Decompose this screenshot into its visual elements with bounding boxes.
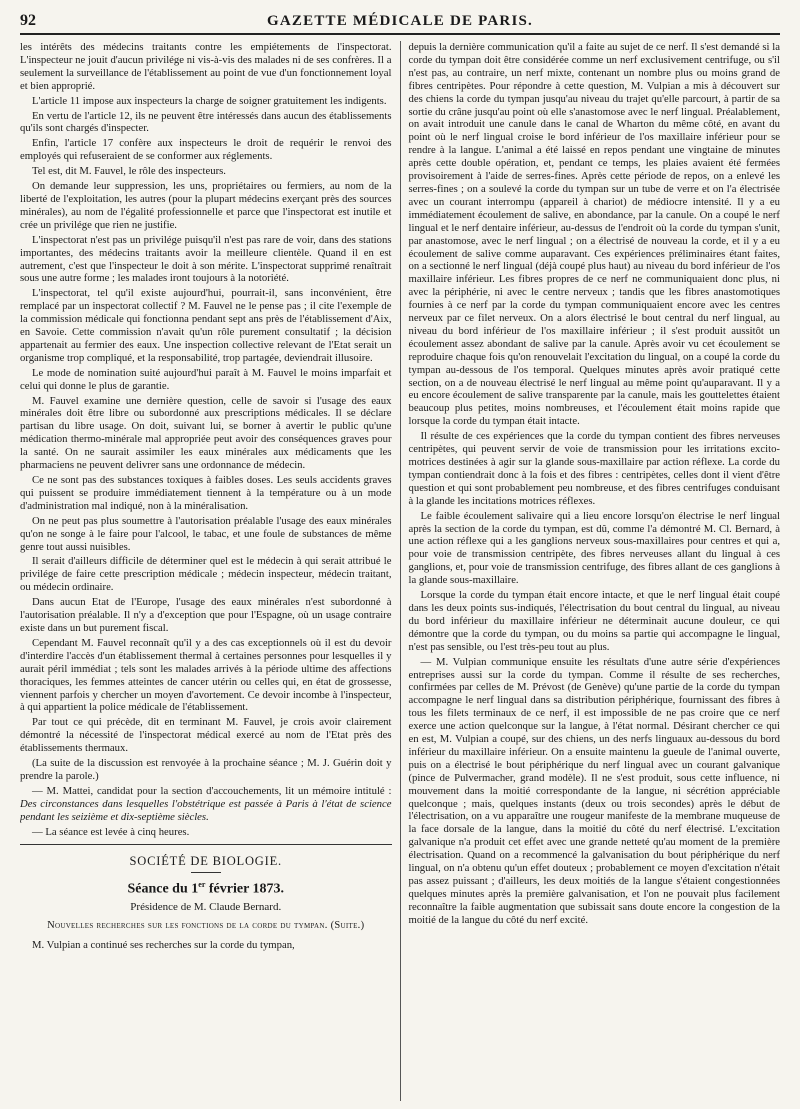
paragraph: En vertu de l'article 12, ils ne peuvent être intéressés dans aucun des établissements qu'ils sont chargés d'inspecter. (20, 109, 392, 135)
section-rule (191, 872, 221, 873)
paragraph: On ne peut pas plus soumettre à l'autorisation préalable l'usage des eaux minérales qu'on ne songe à le faire pour l'alcool, le tabac, et une foule de substances de même genre tout aussi nuisibles. (20, 514, 392, 553)
paragraph: Il résulte de ces expériences que la corde du tympan contient des fibres nerveuses centripètes, qui peuvent servir de voie de transmission pour les irritations excito-motrices destinées à agir sur la glande sous-maxillaire par action réflexe. La corde du tympan contiendrait donc à la fois et des fibres : centripètes, celles dont il vient d'être question et qui sont probablement peu nombreuse, et des fibres centrifuges conduisant à la glande les incitations motrices réflexes. (408, 430, 780, 507)
paragraph: M. Vulpian a continué ses recherches sur la corde du tympan, (32, 938, 295, 951)
society-title: SOCIÉTÉ DE BIOLOGIE. (129, 854, 282, 869)
left-column (20, 41, 401, 1101)
article-title: Nouvelles recherches sur les fonctions de la corde du tympan. (Suite.) (47, 919, 365, 931)
seance-title-start: Séance du 1 (127, 882, 199, 898)
text-columns (20, 41, 780, 1101)
paragraph: (La suite de la discussion est renvoyée à la prochaine séance ; M. J. Guérin doit y prendre la parole.) (20, 757, 392, 782)
paragraph: Le faible écoulement salivaire qui a lieu encore lorsqu'on électrise le nerf lingual après la section de la corde du tympan, est dû, comme l'a démontré M. Cl. Bernard, à une action réflexe qui a les ganglions nerveux sous-maxillaires pour centres et qui a, pour voie de transmission centripète, des fibres nerveuses allant du lingual à ces ganglions, et, pour voie de transmission centrifuge, des fibres allant de ces ganglions à la glande sous-maxillaire. (408, 509, 780, 587)
page-header (20, 12, 780, 35)
paragraph: — La séance est levée à cinq heures. (32, 825, 190, 838)
presidence: Présidence de M. Claude Bernard. (130, 900, 282, 913)
seance-title (20, 879, 392, 897)
paragraph: L'inspectorat, tel qu'il existe aujourd'hui, pourrait-il, sans inconvénient, être remplacé par un inspectorat collectif ? M. Fauvel ne le pense pas ; il cite l'exemple de la commission médicale qui fonctionna pendant sept ans près de l'établissement d'Aix, en Savoie. Cette commission n'avait qu'un rôle purement consultatif ; la décision appartenait au fermier des eaux. Une inspection collective relevant de l'Etat serait un organisme trop compliqué, et la responsabilité, trop partagée, deviendrait illusoire. (20, 287, 392, 364)
page-number: 92 (20, 12, 36, 29)
paragraph: Enfin, l'article 17 confère aux inspecteurs le droit de requérir le renvoi des employés qui refuseraient de se conformer aux réglements. (20, 137, 392, 163)
mattei-memoir-paragraph (20, 785, 392, 824)
paragraph: On demande leur suppression, les uns, propriétaires ou fermiers, au nom de la liberté de l'exploitation, les autres (pour la plupart médecins exerçant près des sources minérales), au nom de l'égalité professionnelle et parce que l'inspectorat est inutile et crée un privilége que rien ne justifie. (20, 180, 392, 231)
seance-title-sup: er (198, 880, 206, 890)
paragraph: — M. Vulpian communique ensuite les résultats d'une autre série d'expériences entreprises aussi sur la corde du tympan. Comme il résulte de ses recherches, confirmées par celles de M. Prévost (de Genève) qu'une partie de la corde du tympan accompagne le nerf lingual dans sa distribution périphérique, fournissant des fibres à tous les filets terminaux de ce nerf, il est impossible de ne pas croire que ce nerf exerce une action quelconque sur la langue, à l'état normal. Désirant chercher ce qui en est, M. Vulpian a coupé, sur des chiens, un des nerfs linguaux au-dessous du bord inférieur du maxillaire inférieur. On a ensuite maintenu la gueule de l'animal ouverte, puis on a électrisé le bout périphérique du nerf lingual avec un courant galvanique (pince de Pulvermacher, grand modèle). Il ne s'est produit, sous cette influence, ni mouvement dans la moitié correspondante de la langue, ni sécrétion appréciable quelconque ; mais, quelques instants (deux ou trois secondes) après le début de l'électrisation, on a vu apparaître une rougeur manifeste de la membrane muqueuse de la face dorsale de la langue, dans la moitié du côté du nerf électrisé. L'excitation galvanique n'a produit cet effet avec une grande netteté qu'au moment de la première électrisation. Quand on a recommencé la galvanisation du bout périphérique du nerf lingual, on n'a obtenu qu'un effet douteux ; probablement ce moyen d'excitation n'était pas assez puissant ; d'ailleurs, les deux moitiés de la langue s'étaient congestionnées quelques minutes après la première galvanisation, et l'on ne pouvait plus facilement reconnaître la faible augmentation que subissait sans doute encore la congestion de la moitié de la langue du côté du nerf excité. (408, 655, 780, 926)
paragraph: L'article 11 impose aux inspecteurs la charge de soigner gratuitement les indigents. (32, 94, 387, 107)
paragraph: Ce ne sont pas des substances toxiques à faibles doses. Les seuls accidents graves qui puissent se produire immédiatement tiennent à la température ou à un mode d'administration mal indiqué, non à la minéralisation. (20, 474, 392, 512)
paragraph: Il serait d'ailleurs difficile de déterminer quel est le médecin à qui serait attribué le privilége de faire cette prescription médicale ; médecin inspecteur, médecin traitant, ou médecin ordinaire. (20, 555, 392, 594)
seance-title-end: février 1873. (205, 882, 285, 898)
paragraph: Tel est, dit M. Fauvel, le rôle des inspecteurs. (32, 165, 226, 178)
memoir-title: Des circonstances dans lesquelles l'obstétrique est passée à Paris à l'état de science pendant les seizième et dix-septième siècles. (20, 797, 392, 823)
paragraph: Le mode de nomination suité aujourd'hui paraît à M. Fauvel le moins imparfait et celui qui donne le plus de garantie. (20, 366, 392, 392)
paragraph: M. Fauvel examine une dernière question, celle de savoir si l'usage des eaux minérales doit être libre ou subordonné aux prescriptions médicales. Il se déclare partisan du libre usage. On doit, suivant lui, se borner à avertir le public qu'une médication thermo-minérale mal appropriée peut avoir des conséquences graves pour la santé. On ne saurait assimiler les eaux minérales aux médicaments que les pharmaciens ne peuvent delivrer sans une ordonnance de médecin. (20, 394, 392, 472)
paragraph: Cependant M. Fauvel reconnaît qu'il y a des cas exceptionnels où il est du devoir d'interdire l'accès d'un établissement thermal à certaines personnes pour lesquelles il y aurait péril immédiat ; tels sont les malades arrivés à la période ultime des affections thoraciques, les femmes atteintes de cancer utérin ou celles qui, en état de grossesse, viennent parfois y chercher un moyen d'avortement. Ce devoir incombe à l'inspecteur, à qui appartient la police médicale de l'établissement. (20, 636, 392, 714)
section-divider (20, 844, 392, 845)
journal-title: GAZETTE MÉDICALE DE PARIS. (267, 13, 533, 29)
paragraph: L'inspectorat n'est pas un privilége puisqu'il n'est pas rare de voir, dans des stations importantes, des médecins traitants avoir la meilleure clientèle. Quand il en est autrement, c'est que l'inspecteur le doit à son mérite. L'inspectorat supprimé renaîtrait sous une autre forme ; les malades iront toujours à la notoriété. (20, 233, 392, 285)
paragraph: Par tout ce qui précède, dit en terminant M. Fauvel, je crois avoir clairement démontré la nécessité de l'inspectorat médical exercé au nom de l'Etat près des établissements thermaux. (20, 716, 392, 755)
paragraph: depuis la dernière communication qu'il a faite au sujet de ce nerf. Il s'est demandé si la corde du tympan doit être considérée comme un nerf exclusivement centrifuge, ou s'il n'est pas, au contraire, un nerf mixte, contenant un nombre plus ou moins grand de fibres centripètes. Pour répondre à cette question, M. Vulpian a mis à découvert sur des chiens la corde du tympan jusqu'au niveau du trajet qu'elle parcourt, à partir de sa sortie du crâne jusqu'au point où elle s'anastomose avec le nerf lingual. Préalablement, on avait introduit une canule dans le canal de Wharton du même côté, en avant du point où le nerf lingual croise le bord inférieur de l'os maxillaire inférieur pour se rendre à la langue. L'animal a été laissé en repos pendant une vingtaine de minutes après cette double opération, et, pendant ce temps, les plaies avaient été fermées provisoirement à l'aide de serres-fines. Après cette période de repos, on a enlevé les serres-fines ; on a soulevé la corde du tympan sur un tube de verre et on l'a électrisée avec un courant interrompu (appareil à chariot) de médiocre intensité. Il y a eu immédiatement écoulement de salive, en abondance, par la canule. On a coupé le nerf lingual et le nerf dentaire inférieur, au-dessus de l'endroit où la corde du tympan s'unit, par anastomose, avec le nerf lingual ; on a électrisé de nouveau la corde, et il y a eu écoulement de salive comme auparavant. Ces expériences préliminaires étant faites, on a sectionné le nerf lingual (déjà coupé plus haut) au niveau du bord inférieur de l'os maxillaire inférieur. Les fibres propres de ce nerf ne communiquaient donc plus, ni avec la périphérie, ni avec le centre nerveux ; tandis que les fibres anastomotiques fournies à ce nerf par la corde du tympan communiquaient encore avec les centres nerveux par ce filet nerveux. On a alors électrisé le bout central du nerf lingual, au niveau du bord inférieur de l'os maxillaire inférieur ; il s'est produit aussitôt un écoulement assez abondant de salive par la canule. Après avoir vu cet écoulement se reproduire chaque fois qu'on renouvelait l'excitation du lingual, on a coupé la corde du tympan au-dessous de l'os temporal. Quelques minutes après avoir pratiqué cette section, on a de nouveau électrisé le nerf lingual au même point qu'auparavant. Il y a eu encore écoulement de salive transparente par la canule, mais les gouttelettes étaient beaucoup plus petites, moins nombreuses, et l'écoulement était moins rapide que lorsque la corde du tympan était intacte. (408, 41, 780, 428)
paragraph: les intérêts des médecins traitants contre les empiétements de l'inspectorat. L'inspecteur ne jouit d'aucun privilége ni vis-à-vis des malades ni de ses confrères. Il a seulement la surveillance de l'établissement au point de vue d'un fonctionnement loyal et bien approprié. (20, 41, 392, 92)
right-column (401, 41, 781, 1101)
memoir-lead: — M. Mattei, candidat pour la section d'accouchements, lit un mémoire intitulé : (32, 784, 392, 797)
paragraph: Lorsque la corde du tympan était encore intacte, et que le nerf lingual était coupé dans les deux points sus-indiqués, l'électrisation du bout central du lingual, au niveau du bord inférieur du maxillaire inférieur ne déterminait aucune douleur, ce qui démontre que la corde du tympan, ou du moins sa partie qui accompagne le lingual, n'est pas sensible, ou l'est très-peu tout au plus. (408, 589, 780, 653)
paragraph: Dans aucun Etat de l'Europe, l'usage des eaux minérales n'est subordonné à l'autorisation préalable. Il n'y a d'exception que pour l'Espagne, où un usage contraire existe dans un but purement fiscal. (20, 596, 392, 634)
